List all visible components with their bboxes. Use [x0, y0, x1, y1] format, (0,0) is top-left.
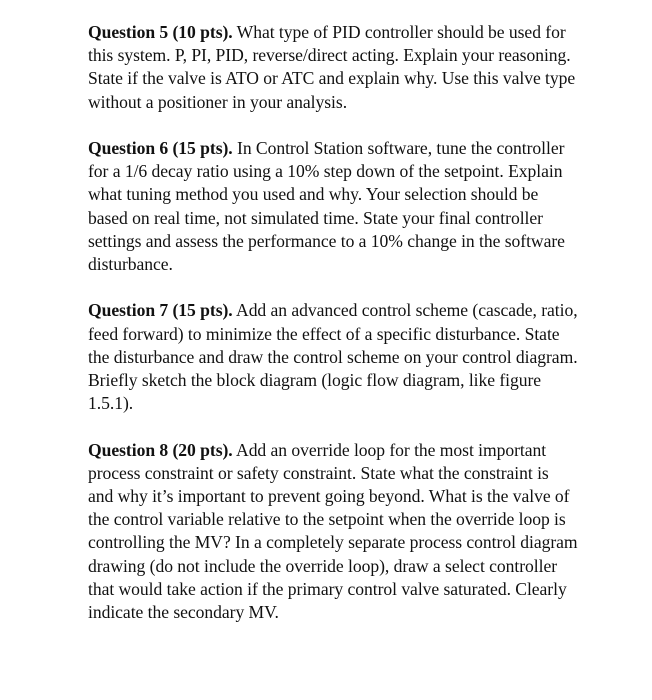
- question-5-text: What type of PID controller should be used for this system. P, PI, PID, reverse/direct acting. Explain your reasoning. State if the valve is ATO or ATC and explain why. Use this valve type without a positioner in your analysis.: [88, 22, 576, 112]
- question-8-title: Question 8 (20 pts).: [88, 439, 233, 460]
- question-5-title: Question 5 (10 pts).: [88, 22, 233, 42]
- question-6-title: Question 6 (15 pts).: [88, 138, 233, 158]
- question-8-text: Add an override loop for the most important process constraint or safety constraint. State what the constraint is and why it’s important to prevent going beyond. What is the valve of the control variable relative to the setpoint when the override loop is controlling the MV? In a completely separate process control diagram drawing (do not include the override loop), draw a select controller that would take action if the primary control valve saturated. Clearly indicate the secondary MV.: [88, 439, 578, 623]
- question-7-text: Add an advanced control scheme (cascade, ratio, feed forward) to minimize the effect of a specific disturbance. State the disturbance and draw the control scheme on your control diagram. Briefly sketch the block diagram (logic flow diagram, like figure 1.5.1).: [88, 300, 578, 414]
- question-7: [88, 299, 578, 415]
- question-6-text: In Control Station software, tune the controller for a 1/6 decay ratio using a 10% step down of the setpoint. Explain what tuning method you used and why. Your selection should be based on real time, not simulated time. State your final controller settings and assess the performance to a 10% change in the software disturbance.: [88, 138, 565, 275]
- question-6: [88, 137, 578, 276]
- question-5: [88, 21, 578, 114]
- document-page: [88, 21, 578, 624]
- question-7-title: Question 7 (15 pts).: [88, 300, 233, 321]
- question-8: [88, 439, 578, 625]
